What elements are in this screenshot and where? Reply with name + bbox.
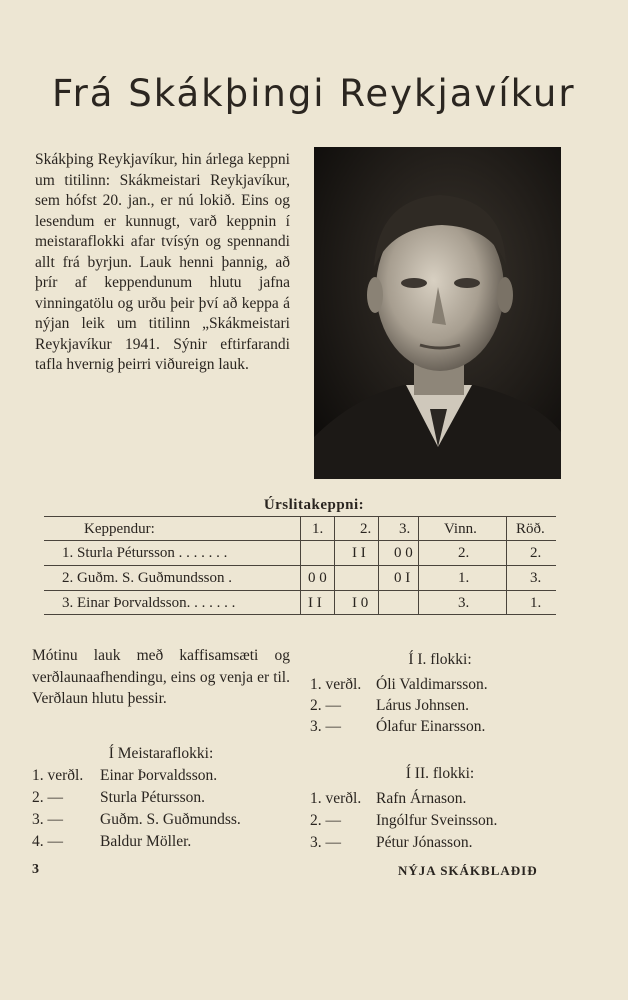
prize-place: 2. —	[32, 789, 63, 806]
table-cell-wins: 1.	[458, 570, 470, 586]
table-cell-r3: 0 0	[394, 545, 413, 561]
table-cell-rank: 2.	[530, 545, 542, 561]
prize-place: 1. verðl.	[310, 790, 362, 807]
table-cell-r1: I I	[308, 595, 322, 611]
prize-winner: Pétur Jónasson.	[376, 834, 473, 851]
table-cell-rank: 1.	[530, 595, 542, 611]
table-cell-r3: 0 I	[394, 570, 411, 586]
prize-place: 3. —	[310, 834, 341, 851]
prize-winner: Rafn Árnason.	[376, 790, 467, 807]
table-column-rule	[418, 516, 419, 614]
group-heading-second-class: Í II. flokki:	[405, 765, 475, 782]
table-rule-bottom	[44, 614, 556, 615]
table-row-name: 3. Einar Þorvaldsson. . . . . . .	[62, 595, 236, 611]
intro-paragraph: Skákþing Reykjavíkur, hin árlega keppni um titilinn: Skákmeistari Reykjavíkur, sem hófst 20. jan., er nú lokið. Eins og lesendum er kunnugt, varð keppnin í meistaraflokki afar tvísýn og spennandi allt frá byrjun. Lauk henni þannig, að þrír af keppendunum hlutu jafna vinningatölu og urðu þeir því að keppa á nýjan leik um titilinn „Skákmeistari Reykjavíkur 1941. Sýnir eftirfarandi tafla hvernig þeirri viðureign lauk.	[35, 151, 290, 373]
header-rank: Röð.	[516, 521, 545, 537]
closing-paragraph: Mótinu lauk með kaffisamsæti og verðlaunaafhendingu, eins og venja er til. Verðlaun hlutu þessir.	[32, 647, 290, 707]
table-cell-wins: 2.	[458, 545, 470, 561]
table-column-rule	[378, 516, 379, 614]
prize-place: 4. —	[32, 833, 63, 850]
table-cell-r1: 0 0	[308, 570, 327, 586]
table-row-name: 1. Sturla Pétursson . . . . . . .	[62, 545, 228, 561]
prize-place: 1. verðl.	[310, 676, 362, 693]
prize-place: 2. —	[310, 697, 341, 714]
portrait-photo	[314, 147, 561, 479]
prize-winner: Ingólfur Sveinsson.	[376, 812, 498, 829]
prize-place: 3. —	[32, 811, 63, 828]
results-table-title: Úrslitakeppni:	[263, 497, 365, 513]
article-title: Frá Skákþingi Reykjavíkur	[52, 72, 576, 115]
table-cell-rank: 3.	[530, 570, 542, 586]
header-contestants: Keppendur:	[84, 521, 155, 537]
prize-winner: Baldur Möller.	[100, 833, 192, 850]
prize-place: 3. —	[310, 718, 341, 735]
header-round-1: 1.	[312, 521, 324, 537]
header-round-3: 3.	[399, 521, 411, 537]
prize-winner: Sturla Pétursson.	[100, 789, 206, 806]
page-number: 3	[32, 862, 39, 877]
prize-place: 2. —	[310, 812, 341, 829]
table-column-rule	[300, 516, 301, 614]
group-heading-first-class: Í I. flokki:	[408, 651, 472, 668]
table-row-name: 2. Guðm. S. Guðmundsson .	[62, 570, 233, 586]
table-cell-wins: 3.	[458, 595, 470, 611]
magazine-name: NÝJA SKÁKBLAÐIÐ	[398, 863, 538, 878]
portrait-image	[314, 147, 561, 479]
prize-winner: Lárus Johnsen.	[376, 697, 469, 714]
table-column-rule	[334, 516, 335, 614]
prize-winner: Guðm. S. Guðmundss.	[100, 811, 241, 828]
table-cell-r2: I I	[352, 545, 366, 561]
table-cell-r2: I 0	[352, 595, 369, 611]
prize-winner: Ólafur Einarsson.	[376, 718, 486, 735]
header-wins: Vinn.	[444, 521, 477, 537]
header-round-2: 2.	[360, 521, 372, 537]
prize-winner: Óli Valdimarsson.	[376, 676, 488, 693]
prize-place: 1. verðl.	[32, 767, 84, 784]
table-column-rule	[506, 516, 507, 614]
prize-winner: Einar Þorvaldsson.	[100, 767, 218, 784]
group-heading-masters: Í Meistaraflokki:	[108, 745, 214, 762]
